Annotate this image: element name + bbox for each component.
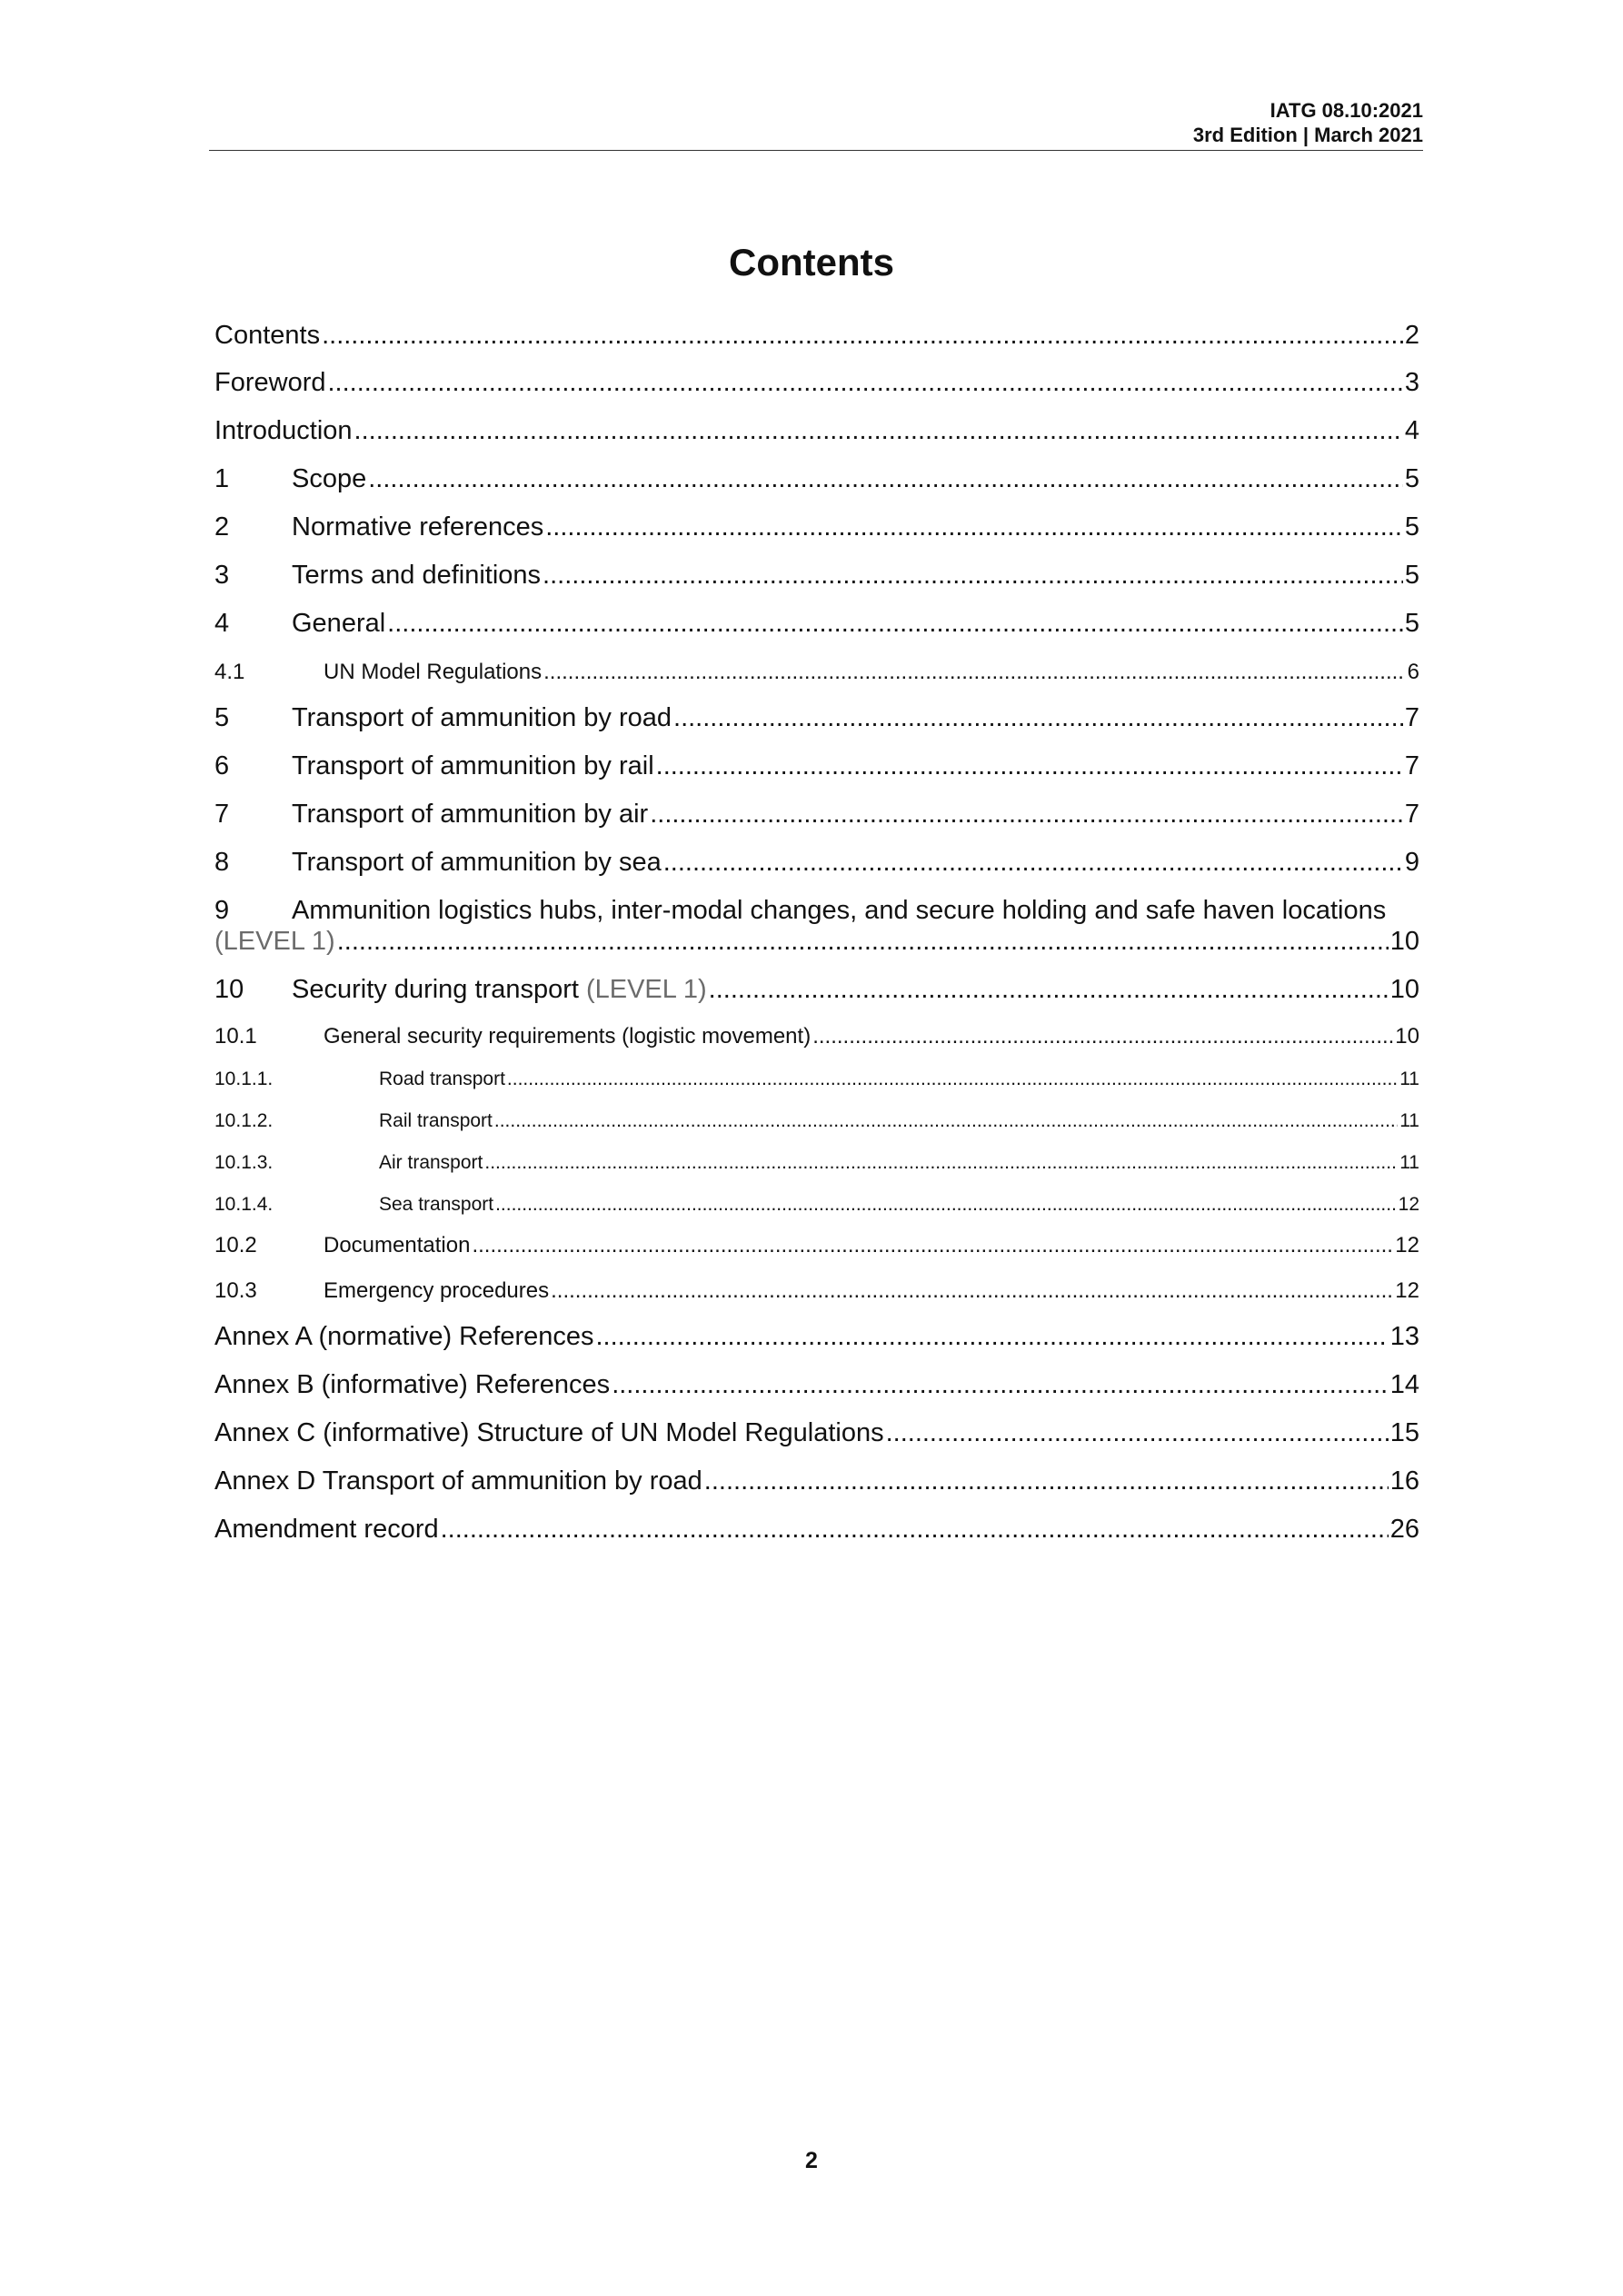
toc-entry-text: Annex B (informative) References bbox=[214, 1370, 611, 1399]
leader-dots bbox=[551, 1278, 1393, 1304]
toc-page: 11 bbox=[1399, 1068, 1419, 1089]
leader-dots bbox=[543, 660, 1406, 685]
toc-entry-text: Terms and definitions bbox=[292, 561, 542, 590]
toc-page: 11 bbox=[1399, 1152, 1419, 1173]
leader-dots bbox=[673, 703, 1403, 733]
toc-page: 5 bbox=[1404, 512, 1419, 542]
toc-page: 10 bbox=[1389, 927, 1419, 956]
toc-number: 5 bbox=[214, 703, 230, 732]
toc-entry-text: Road transport bbox=[379, 1068, 505, 1089]
page-header bbox=[209, 98, 1423, 151]
page-title: Contents bbox=[729, 241, 894, 283]
toc-entry-transport-by-sea[interactable] bbox=[214, 848, 1419, 878]
toc-number: 2 bbox=[214, 512, 230, 542]
leader-dots bbox=[494, 1110, 1398, 1132]
leader-dots bbox=[441, 1515, 1389, 1545]
edition-line: 3rd Edition | March 2021 bbox=[1192, 124, 1423, 146]
page-number: 2 bbox=[805, 2148, 818, 2173]
leader-dots bbox=[322, 321, 1403, 351]
leader-dots bbox=[886, 1418, 1389, 1448]
toc-page: 12 bbox=[1398, 1194, 1419, 1215]
toc-number: 10.3 bbox=[214, 1278, 257, 1303]
leader-dots bbox=[612, 1370, 1389, 1400]
level-tag: (LEVEL 1) bbox=[585, 975, 707, 1004]
leader-dots bbox=[543, 561, 1403, 591]
toc-page: 5 bbox=[1404, 561, 1419, 590]
leader-dots bbox=[472, 1233, 1393, 1258]
toc-page: 12 bbox=[1395, 1278, 1419, 1303]
toc-number: 3 bbox=[214, 561, 230, 590]
leader-dots bbox=[663, 848, 1403, 878]
toc-page: 10 bbox=[1389, 975, 1419, 1004]
toc-entry-text: Transport of ammunition by air bbox=[292, 800, 649, 829]
toc-entry-documentation[interactable] bbox=[214, 1233, 1419, 1258]
toc-number: 10.1.4. bbox=[214, 1194, 274, 1215]
toc-entry-annex-b[interactable] bbox=[214, 1370, 1419, 1400]
toc-entry-text: General security requirements (logistic movement) bbox=[324, 1024, 812, 1049]
toc-number: 10.1.2. bbox=[214, 1110, 274, 1131]
toc-entry-sea-transport[interactable] bbox=[214, 1194, 1419, 1216]
toc-entry-security-during-transport[interactable] bbox=[214, 975, 1419, 1005]
toc-entry-normative-references[interactable] bbox=[214, 512, 1419, 542]
toc-page: 3 bbox=[1404, 368, 1419, 397]
toc-entry-road-transport[interactable] bbox=[214, 1068, 1419, 1090]
document-id: IATG 08.10:2021 bbox=[1270, 99, 1423, 122]
leader-dots bbox=[387, 609, 1403, 639]
leader-dots bbox=[704, 1466, 1389, 1496]
toc-page: 13 bbox=[1389, 1322, 1419, 1351]
toc-page: 2 bbox=[1404, 321, 1419, 350]
toc-page: 11 bbox=[1399, 1110, 1419, 1131]
toc-entry-rail-transport[interactable] bbox=[214, 1110, 1419, 1132]
leader-dots bbox=[650, 800, 1403, 830]
toc-entry-text: Annex C (informative) Structure of UN Model Regulations bbox=[214, 1418, 884, 1447]
toc-number: 9 bbox=[214, 896, 230, 925]
toc-entry-text: Security during transport bbox=[292, 975, 579, 1004]
leader-dots bbox=[328, 368, 1403, 398]
toc-entry-text: Transport of ammunition by rail bbox=[292, 751, 654, 780]
toc-entry-terms-and-definitions[interactable] bbox=[214, 561, 1419, 591]
toc-page: 7 bbox=[1404, 751, 1419, 780]
toc-page: 15 bbox=[1389, 1418, 1419, 1447]
toc-entry-text: Contents bbox=[214, 321, 321, 350]
toc-page: 14 bbox=[1389, 1370, 1419, 1399]
leader-dots bbox=[812, 1024, 1393, 1049]
leader-dots bbox=[484, 1152, 1398, 1174]
toc-entry-text: Foreword bbox=[214, 368, 326, 397]
toc-entry-text: Amendment record bbox=[214, 1515, 439, 1544]
toc-entry-text: Emergency procedures bbox=[324, 1278, 550, 1303]
toc-number: 10.1.1. bbox=[214, 1068, 274, 1089]
toc-entry-text: Sea transport bbox=[379, 1194, 494, 1215]
toc-entry-text: UN Model Regulations bbox=[324, 660, 543, 684]
toc-number: 10 bbox=[214, 975, 244, 1004]
toc-page: 9 bbox=[1404, 848, 1419, 877]
toc-entry-scope[interactable] bbox=[214, 464, 1419, 494]
toc-number: 10.1.3. bbox=[214, 1152, 274, 1173]
toc-entry-contents[interactable] bbox=[214, 321, 1419, 351]
toc-entry-text: Introduction bbox=[214, 416, 353, 445]
toc-entry-amendment-record[interactable] bbox=[214, 1515, 1419, 1545]
toc-page: 7 bbox=[1404, 703, 1419, 732]
toc-entry-text: Annex D Transport of ammunition by road bbox=[214, 1466, 702, 1496]
toc-page: 7 bbox=[1404, 800, 1419, 829]
toc-page: 6 bbox=[1407, 660, 1419, 684]
toc-page: 5 bbox=[1404, 464, 1419, 493]
toc-entry-transport-by-air[interactable] bbox=[214, 800, 1419, 830]
toc-number: 4.1 bbox=[214, 660, 245, 684]
toc-entry-introduction[interactable] bbox=[214, 416, 1419, 446]
toc-entry-transport-by-road[interactable] bbox=[214, 703, 1419, 733]
toc-page: 16 bbox=[1389, 1466, 1419, 1496]
toc-entry-emergency-procedures[interactable] bbox=[214, 1278, 1419, 1304]
leader-dots bbox=[545, 512, 1403, 542]
toc-number: 8 bbox=[214, 848, 230, 877]
toc-entry-text: Annex A (normative) References bbox=[214, 1322, 594, 1351]
toc-number: 10.2 bbox=[214, 1233, 257, 1257]
toc-entry-logistics-hubs[interactable] bbox=[214, 896, 1419, 957]
toc-entry-text: Transport of ammunition by road bbox=[292, 703, 672, 732]
toc-number: 7 bbox=[214, 800, 230, 829]
toc-page: 5 bbox=[1404, 609, 1419, 638]
toc-entry-transport-by-rail[interactable] bbox=[214, 751, 1419, 781]
leader-dots bbox=[337, 927, 1389, 957]
toc-number: 4 bbox=[214, 609, 230, 638]
toc-number: 6 bbox=[214, 751, 230, 780]
toc-page: 26 bbox=[1389, 1515, 1419, 1544]
level-tag: (LEVEL 1) bbox=[214, 927, 335, 956]
toc-page: 12 bbox=[1395, 1233, 1419, 1257]
leader-dots bbox=[507, 1068, 1398, 1090]
toc-entry-text: Scope bbox=[292, 464, 367, 493]
toc-entry-un-model-regulations[interactable] bbox=[214, 660, 1419, 685]
leader-dots bbox=[595, 1322, 1388, 1352]
toc-entry-text: General bbox=[292, 609, 386, 638]
leader-dots bbox=[656, 751, 1403, 781]
toc-entry-general[interactable] bbox=[214, 609, 1419, 639]
toc-entry-text: Ammunition logistics hubs, inter-modal changes, and secure holding and safe haven locations bbox=[292, 896, 1387, 925]
leader-dots bbox=[354, 416, 1403, 446]
toc-number: 10.1 bbox=[214, 1024, 257, 1049]
toc-entry-text: Documentation bbox=[324, 1233, 471, 1257]
leader-dots bbox=[709, 975, 1389, 1005]
toc-entry-text: Rail transport bbox=[379, 1110, 493, 1131]
toc-entry-foreword[interactable] bbox=[214, 368, 1419, 398]
toc-page: 4 bbox=[1404, 416, 1419, 445]
toc-entry-text: Air transport bbox=[379, 1152, 483, 1173]
toc-number: 1 bbox=[214, 464, 230, 493]
toc-entry-text: Transport of ammunition by sea bbox=[292, 848, 662, 877]
toc-entry-air-transport[interactable] bbox=[214, 1152, 1419, 1174]
toc-entry-general-security-requirements[interactable] bbox=[214, 1024, 1419, 1049]
toc-entry-annex-c[interactable] bbox=[214, 1418, 1419, 1448]
toc-entry-annex-d[interactable] bbox=[214, 1466, 1419, 1496]
toc-page: 10 bbox=[1395, 1024, 1419, 1049]
leader-dots bbox=[495, 1194, 1397, 1216]
leader-dots bbox=[368, 464, 1403, 494]
toc-entry-annex-a[interactable] bbox=[214, 1322, 1419, 1352]
toc-entry-text: Normative references bbox=[292, 512, 544, 542]
